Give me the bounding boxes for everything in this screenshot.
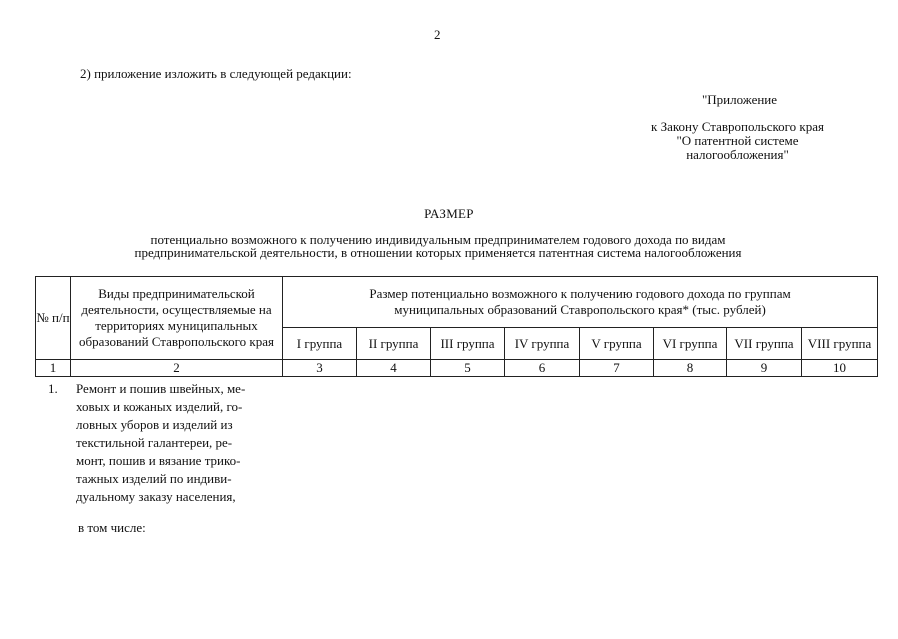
appendix-line-3: "О патентной системе <box>676 133 799 148</box>
group-header: I группа <box>283 328 357 360</box>
group-header: V группа <box>580 328 654 360</box>
header-income-size: Размер потенциально возможного к получению годового дохода по группам муниципальных образований Ставропольского края* (тыс. рублей) <box>283 277 878 328</box>
column-number: 3 <box>283 360 357 377</box>
column-number-row <box>36 360 878 377</box>
activity-line: дуальному заказу населения, <box>76 489 236 504</box>
column-number: 2 <box>71 360 283 377</box>
header-activity: Виды предпринимательской деятельности, осуществляемые на территориях муниципальных образований Ставропольского края <box>71 277 283 360</box>
appendix-reference <box>600 93 875 162</box>
document-title: РАЗМЕР <box>424 206 474 221</box>
activity-line: монт, пошив и вязание трико- <box>76 453 241 468</box>
column-number: 8 <box>654 360 727 377</box>
intro-text: 2) приложение изложить в следующей редакции: <box>80 66 352 81</box>
activity-line: тажных изделий по индиви- <box>76 471 232 486</box>
subtitle-line-1: потенциально возможного к получению индивидуальным предпринимателем годового дохода по видам <box>150 232 726 247</box>
document-subtitle <box>88 233 788 259</box>
including-label: в том числе: <box>78 520 146 535</box>
entry-number: 1. <box>48 381 58 396</box>
activity-line: ловных уборов и изделий из <box>76 417 233 432</box>
group-header: IV группа <box>505 328 580 360</box>
header-number: № п/п <box>36 277 71 360</box>
appendix-line-2: к Закону Ставропольского края <box>651 119 824 134</box>
group-header: VII группа <box>727 328 802 360</box>
group-header: II группа <box>357 328 431 360</box>
column-number: 9 <box>727 360 802 377</box>
group-header: III группа <box>431 328 505 360</box>
subtitle-line-2: предпринимательской деятельности, в отношении которых применяется патентная система налогообложения <box>134 245 742 260</box>
activity-line: текстильной галантереи, ре- <box>76 435 233 450</box>
appendix-line-4: налогообложения" <box>686 147 789 162</box>
column-number: 6 <box>505 360 580 377</box>
activity-line: ховых и кожаных изделий, го- <box>76 399 243 414</box>
column-number: 1 <box>36 360 71 377</box>
column-number: 10 <box>802 360 878 377</box>
column-number: 7 <box>580 360 654 377</box>
income-table <box>35 276 878 377</box>
appendix-line-1: "Приложение <box>701 92 778 107</box>
column-number: 4 <box>357 360 431 377</box>
column-number: 5 <box>431 360 505 377</box>
group-header: VI группа <box>654 328 727 360</box>
page-number: 2 <box>434 27 441 42</box>
activity-line: Ремонт и пошив швейных, ме- <box>76 381 246 396</box>
group-header: VIII группа <box>802 328 878 360</box>
activity-description <box>76 380 286 506</box>
